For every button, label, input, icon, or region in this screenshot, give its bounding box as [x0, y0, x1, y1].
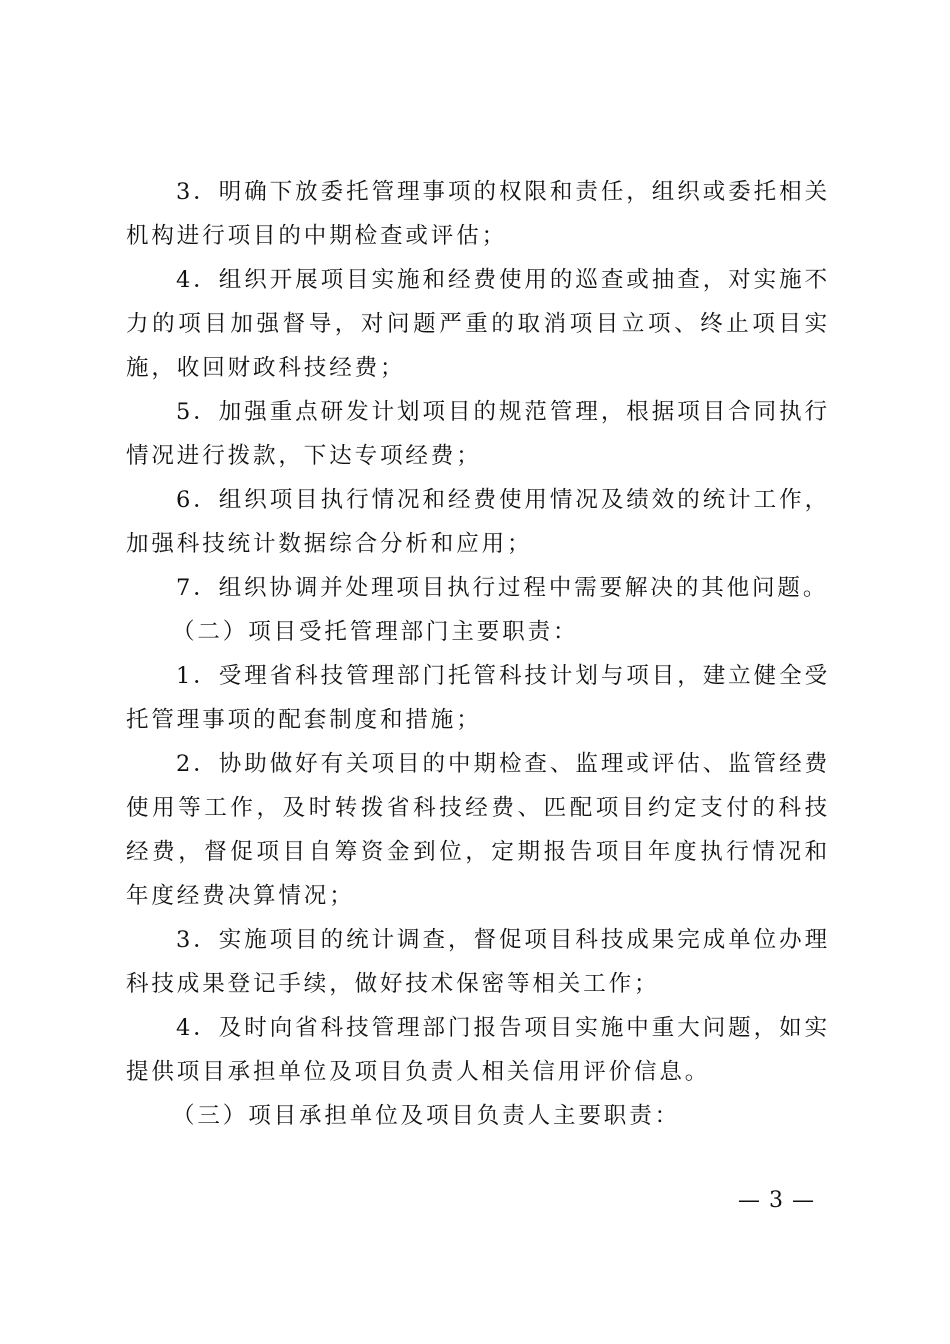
paragraph-item-3-survey: 3．实施项目的统计调查，督促项目科技成果完成单位办理科技成果登记手续，做好技术保密等相关工作；	[126, 927, 830, 997]
document-body	[126, 170, 830, 1138]
paragraph-item-4-reporting: 4．及时向省科技管理部门报告项目实施中重大问题，如实提供项目承担单位及项目负责人相关信用评价信息。	[126, 1015, 830, 1085]
paragraph-item-6-statistics: 6．组织项目执行情况和经费使用情况及绩效的统计工作，加强科技统计数据综合分析和应用；	[126, 487, 830, 557]
paragraph-item-4-inspection: 4．组织开展项目实施和经费使用的巡查或抽查，对实施不力的项目加强督导，对问题严重的取消项目立项、终止项目实施，收回财政科技经费；	[126, 267, 830, 381]
paragraph-item-5-key-projects: 5．加强重点研发计划项目的规范管理，根据项目合同执行情况进行拨款，下达专项经费；	[126, 399, 830, 469]
section-heading-undertaking-unit: （三）项目承担单位及项目负责人主要职责：	[172, 1103, 681, 1129]
section-heading-entrusted-department: （二）项目受托管理部门主要职责：	[172, 619, 579, 645]
paragraph-item-7-coordination: 7．组织协调并处理项目执行过程中需要解决的其他问题。	[176, 575, 829, 601]
page-number: — 3 —	[738, 1188, 815, 1213]
paragraph-item-1-acceptance: 1．受理省科技管理部门托管科技计划与项目，建立健全受托管理事项的配套制度和措施；	[126, 663, 830, 733]
paragraph-item-2-assistance: 2．协助做好有关项目的中期检查、监理或评估、监管经费使用等工作，及时转拨省科技经费、匹配项目约定支付的科技经费，督促项目自筹资金到位，定期报告项目年度执行情况和年度经费决算情况；	[126, 751, 830, 909]
paragraph-item-3-delegation: 3．明确下放委托管理事项的权限和责任，组织或委托相关机构进行项目的中期检查或评估；	[126, 179, 830, 249]
